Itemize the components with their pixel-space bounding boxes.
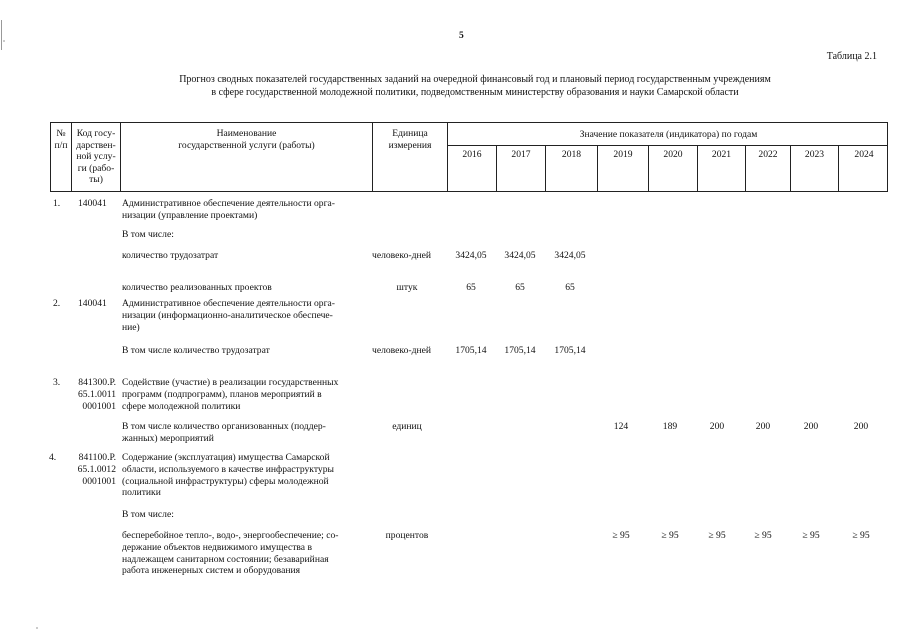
header-code: Код госу- дарствен- ной услу- ги (рабо- ты) — [76, 128, 116, 185]
page-number: 5 — [459, 31, 464, 41]
header-year: 2022 — [758, 149, 778, 160]
row-number: 4. — [49, 452, 57, 463]
indicator-label: количество трудозатрат — [122, 250, 219, 261]
row-number: 1. — [53, 198, 61, 209]
value-2023: ≥ 95 — [802, 530, 820, 541]
service-name: Содействие (участие) в реализации государственных программ (подпрограмм), планов мероприятий в сфере молодежной политики — [122, 377, 339, 412]
header-unit: Единица измерения — [388, 128, 432, 151]
value-2024: 200 — [853, 421, 869, 432]
value-2018: 3424,05 — [554, 250, 586, 261]
header-year: 2021 — [711, 149, 732, 160]
header-year: 2019 — [613, 149, 633, 160]
value-2021: ≥ 95 — [708, 530, 726, 541]
indicator-unit: человеко-дней — [372, 250, 431, 261]
row-number: 2. — [53, 298, 61, 309]
value-2018: 65 — [565, 282, 575, 293]
header-value-group: Значение показателя (индикатора) по годам — [579, 129, 758, 140]
service-code: 841100.Р. 65.1.0012 0001001 — [77, 452, 116, 487]
sub-heading: В том числе: — [122, 509, 174, 520]
table-label: Таблица 2.1 — [826, 51, 877, 62]
indicator-label: количество реализованных проектов — [122, 282, 272, 293]
header-year: 2024 — [854, 149, 874, 160]
service-code: 841300.Р. 65.1.0011 0001001 — [77, 377, 116, 412]
service-code: 140041 — [78, 198, 107, 209]
scan-margin-mark — [1, 20, 4, 50]
header-service-name: Наименование государственной услуги (работы) — [178, 128, 315, 151]
value-2022: ≥ 95 — [754, 530, 772, 541]
table-header — [50, 122, 888, 192]
title-line: Прогноз сводных показателей государственных заданий на очередной финансовый год и плановый период государственным учреждениям — [179, 74, 771, 85]
header-year: 2018 — [561, 149, 582, 160]
sub-heading: В том числе: — [122, 229, 174, 240]
value-2022: 200 — [755, 421, 771, 432]
indicator-unit: человеко-дней — [372, 345, 431, 356]
value-2016: 3424,05 — [455, 250, 487, 261]
value-2017: 3424,05 — [504, 250, 536, 261]
value-2017: 1705,14 — [504, 345, 536, 356]
value-2019: ≥ 95 — [612, 530, 630, 541]
header-year: 2020 — [663, 149, 683, 160]
value-2020: 189 — [662, 421, 678, 432]
indicator-label: бесперебойное тепло-, водо-, энергообеспечение; со- держание объектов недвижимого имущества в надлежащем санитарном состоянии; безаварийная работа инженерных систем и оборудования — [122, 530, 339, 577]
scan-speck — [36, 627, 38, 629]
value-2016: 1705,14 — [455, 345, 487, 356]
value-2021: 200 — [709, 421, 725, 432]
service-name: Содержание (эксплуатация) имущества Самарской области, используемого в качестве инфраструктуры (социальной инфраструктуры) сферы молодежной политики — [122, 452, 334, 499]
service-name: Административное обеспечение деятельности орга- низации (информационно-аналитическое обеспече- ние) — [122, 298, 335, 333]
value-2020: ≥ 95 — [661, 530, 679, 541]
value-2024: ≥ 95 — [852, 530, 870, 541]
service-code: 140041 — [78, 298, 107, 309]
indicator-unit: процентов — [385, 530, 429, 541]
header-year: 2016 — [462, 149, 482, 160]
row-number: 3. — [53, 377, 61, 388]
title-line: в сфере государственной молодежной политики, подведомственным министерству образования и науки Самарской области — [211, 87, 739, 98]
indicator-unit: штук — [396, 282, 418, 293]
value-2023: 200 — [803, 421, 819, 432]
value-2016: 65 — [466, 282, 476, 293]
service-name: Административное обеспечение деятельности орга- низации (управление проектами) — [122, 198, 335, 221]
scan-speck — [3, 40, 5, 42]
indicator-label: В том числе количество трудозатрат — [122, 345, 270, 356]
document-title — [90, 73, 860, 99]
header-divider — [447, 145, 887, 146]
value-2017: 65 — [515, 282, 525, 293]
indicator-unit: единиц — [392, 421, 422, 432]
indicator-label: В том числе количество организованных (поддер- жанных) мероприятий — [122, 421, 326, 444]
header-num: № п/п — [54, 128, 68, 151]
header-year: 2017 — [511, 149, 531, 160]
value-2018: 1705,14 — [554, 345, 586, 356]
value-2019: 124 — [613, 421, 629, 432]
header-year: 2023 — [804, 149, 825, 160]
